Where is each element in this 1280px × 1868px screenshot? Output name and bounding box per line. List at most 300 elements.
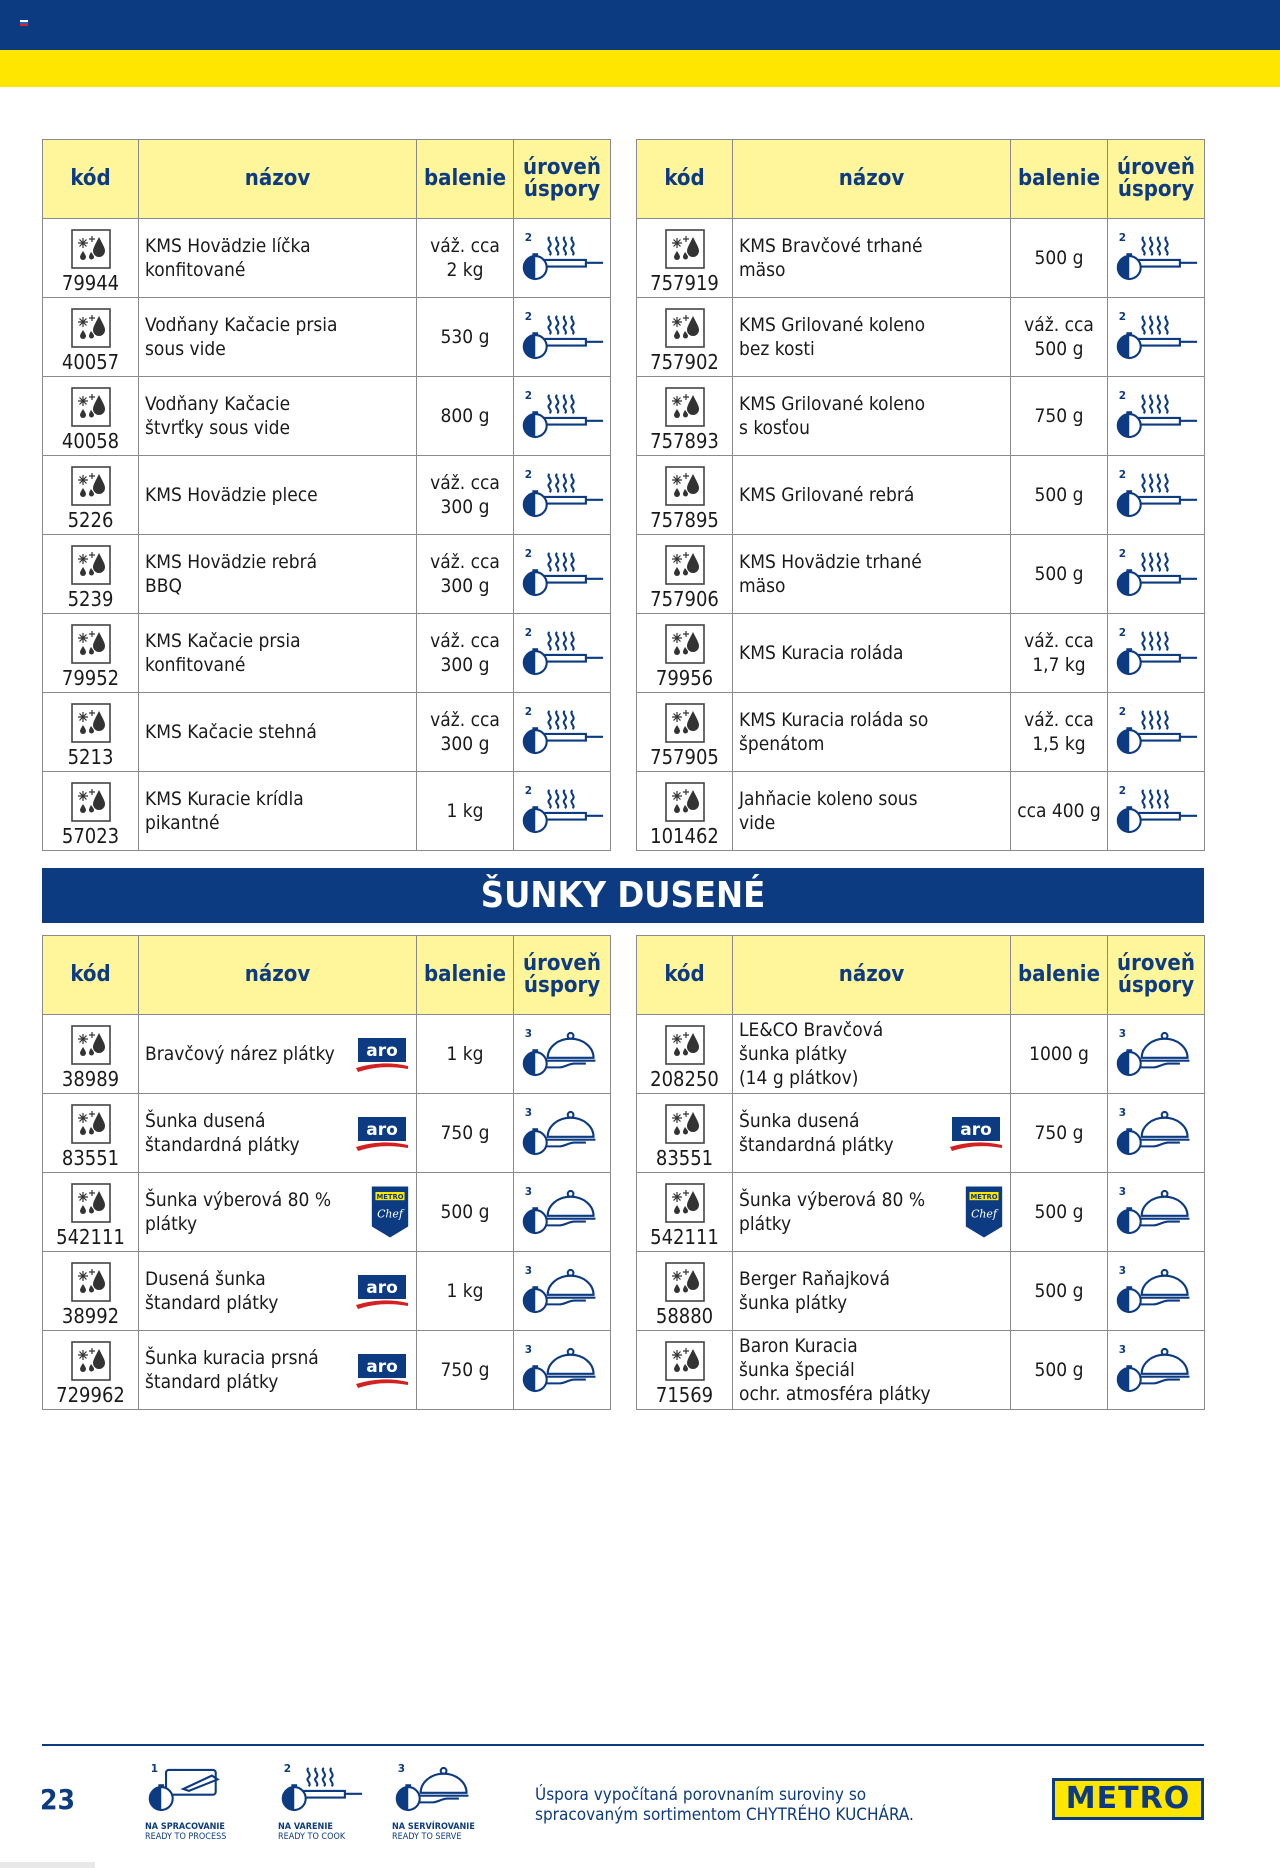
ready-to-cook-icon xyxy=(1113,229,1199,287)
table-row xyxy=(43,535,611,614)
footer-divider xyxy=(42,1744,1204,1746)
svg-text:2: 2 xyxy=(524,547,533,560)
product-pack: 1 kg xyxy=(417,1015,514,1094)
product-code-cell xyxy=(637,614,733,693)
product-name: KMS Bravčové trhané mäso xyxy=(739,235,923,281)
savings-level-cell xyxy=(1108,614,1205,693)
product-code-cell xyxy=(43,693,139,772)
header-code: kód xyxy=(43,936,139,1015)
chilled-icon xyxy=(665,387,705,427)
product-name-cell xyxy=(733,1252,1011,1331)
product-code-cell xyxy=(637,298,733,377)
product-table-2 xyxy=(636,139,1205,851)
ready-to-serve-icon xyxy=(1113,1183,1199,1241)
svg-text:2: 2 xyxy=(283,1762,292,1775)
savings-level-cell xyxy=(514,772,611,851)
product-name: Berger Raňajková šunka plátky xyxy=(739,1268,891,1314)
chilled-icon xyxy=(665,466,705,506)
legend-label: NA VARENIE xyxy=(278,1822,333,1832)
savings-level-cell xyxy=(1108,377,1205,456)
savings-level-cell xyxy=(1108,219,1205,298)
product-code-cell xyxy=(43,535,139,614)
product-name: KMS Kuracie krídla pikantné xyxy=(145,788,304,834)
product-code: 757902 xyxy=(650,350,719,374)
header-name: názov xyxy=(139,140,417,219)
svg-text:METRO: METRO xyxy=(376,1192,404,1201)
header-level: úroveň úspory xyxy=(514,140,611,219)
product-code: 79956 xyxy=(655,666,714,690)
header-level: úroveň úspory xyxy=(1108,140,1205,219)
product-code: 79944 xyxy=(61,271,120,295)
table-row xyxy=(43,614,611,693)
table-row xyxy=(43,1094,611,1173)
legend-sublabel: READY TO SERVE xyxy=(392,1832,462,1842)
chilled-icon xyxy=(665,624,705,664)
product-name: Vodňany Kačacie prsia sous vide xyxy=(145,314,338,360)
ready-to-serve-icon xyxy=(1113,1341,1199,1399)
product-name-cell xyxy=(139,1094,417,1173)
chilled-icon xyxy=(665,703,705,743)
product-code: 83551 xyxy=(61,1146,120,1170)
product-code: 5213 xyxy=(67,745,114,769)
product-code-cell xyxy=(637,219,733,298)
product-name-cell xyxy=(733,1331,1011,1410)
product-pack: cca 400 g xyxy=(1011,772,1108,851)
product-name-cell xyxy=(139,1331,417,1410)
product-name-cell xyxy=(733,1015,1011,1094)
product-pack: váž. cca 300 g xyxy=(417,535,514,614)
ready-to-cook-icon xyxy=(1113,545,1199,603)
product-pack: 750 g xyxy=(417,1094,514,1173)
product-pack: 500 g xyxy=(1011,1173,1108,1252)
ready-to-cook-icon xyxy=(519,782,605,840)
product-pack: 1 kg xyxy=(417,772,514,851)
savings-level-cell xyxy=(1108,693,1205,772)
svg-text:3: 3 xyxy=(524,1106,533,1119)
product-name: LE&CO Bravčová šunka plátky (14 g plátkov) xyxy=(739,1019,884,1089)
product-code: 757919 xyxy=(650,271,719,295)
ready-to-cook-icon xyxy=(519,229,605,287)
table-row xyxy=(43,693,611,772)
legend-label: NA SERVÍROVANIE xyxy=(392,1822,475,1832)
product-code-cell xyxy=(637,456,733,535)
chilled-icon xyxy=(71,545,111,585)
product-code-cell xyxy=(43,772,139,851)
product-pack: váž. cca 300 g xyxy=(417,456,514,535)
product-code: 40058 xyxy=(61,429,120,453)
chilled-icon xyxy=(665,545,705,585)
svg-text:2: 2 xyxy=(524,231,533,244)
svg-text:2: 2 xyxy=(524,626,533,639)
ready-to-cook-icon xyxy=(1113,466,1199,524)
product-name: Šunka výberová 80 % plátky xyxy=(145,1189,332,1235)
product-name: KMS Grilované rebrá xyxy=(739,484,915,506)
chilled-icon xyxy=(71,387,111,427)
svg-text:2: 2 xyxy=(1118,547,1127,560)
product-name-cell xyxy=(139,535,417,614)
chilled-icon xyxy=(71,1104,111,1144)
product-pack: 750 g xyxy=(1011,377,1108,456)
chilled-icon xyxy=(71,624,111,664)
svg-text:aro: aro xyxy=(366,1041,398,1061)
header-pack: balenie xyxy=(1011,140,1108,219)
ready-to-serve-icon xyxy=(519,1104,605,1162)
table-header-row xyxy=(637,140,1205,219)
product-name-cell xyxy=(733,772,1011,851)
ready-to-serve-icon xyxy=(1113,1262,1199,1320)
ready-to-cook-icon xyxy=(1113,624,1199,682)
product-code-cell xyxy=(43,1173,139,1252)
product-code-cell xyxy=(43,377,139,456)
product-name: Dusená šunka štandard plátky xyxy=(145,1268,279,1314)
chilled-icon xyxy=(71,1025,111,1065)
product-code: 542111 xyxy=(56,1225,125,1249)
product-name-cell xyxy=(139,298,417,377)
ready-to-cook-icon xyxy=(519,466,605,524)
svg-text:2: 2 xyxy=(524,784,533,797)
metro-chef-brand-logo xyxy=(964,1184,1004,1240)
product-code: 208250 xyxy=(650,1067,719,1091)
product-code-cell xyxy=(637,535,733,614)
product-name-cell xyxy=(139,377,417,456)
savings-level-cell xyxy=(514,1173,611,1252)
chilled-icon xyxy=(71,1183,111,1223)
product-pack: váž. cca 1,7 kg xyxy=(1011,614,1108,693)
svg-text:3: 3 xyxy=(397,1762,406,1775)
product-code-cell xyxy=(43,1331,139,1410)
yellow-banner xyxy=(0,50,1280,87)
ready-to-cook-icon xyxy=(519,308,605,366)
svg-text:2: 2 xyxy=(524,310,533,323)
savings-level-cell xyxy=(514,1015,611,1094)
svg-text:2: 2 xyxy=(1118,231,1127,244)
flag-icon xyxy=(20,20,28,26)
product-code: 79952 xyxy=(61,666,120,690)
product-code-cell xyxy=(43,1252,139,1331)
table-row xyxy=(43,219,611,298)
chilled-icon xyxy=(665,1025,705,1065)
ready-to-process-icon xyxy=(145,1760,231,1818)
table-row xyxy=(637,377,1205,456)
chilled-icon xyxy=(71,782,111,822)
svg-text:Chef: Chef xyxy=(377,1207,403,1221)
product-pack: 500 g xyxy=(1011,1331,1108,1410)
aro-brand-logo xyxy=(354,1350,410,1390)
table-header-row xyxy=(43,936,611,1015)
product-code: 757905 xyxy=(650,745,719,769)
header-name: názov xyxy=(733,936,1011,1015)
product-code: 58880 xyxy=(655,1304,714,1328)
header-name: názov xyxy=(139,936,417,1015)
product-code-cell xyxy=(43,456,139,535)
product-code: 83551 xyxy=(655,1146,714,1170)
product-pack: 500 g xyxy=(1011,1252,1108,1331)
svg-text:aro: aro xyxy=(366,1357,398,1377)
table-header-row xyxy=(43,140,611,219)
aro-brand-logo xyxy=(354,1034,410,1074)
header-pack: balenie xyxy=(417,140,514,219)
svg-text:2: 2 xyxy=(1118,389,1127,402)
header-pack: balenie xyxy=(1011,936,1108,1015)
product-name-cell xyxy=(139,1015,417,1094)
product-code: 71569 xyxy=(655,1383,714,1407)
product-code: 729962 xyxy=(56,1383,125,1407)
svg-text:2: 2 xyxy=(524,389,533,402)
product-code-cell xyxy=(637,1252,733,1331)
chilled-icon xyxy=(71,229,111,269)
product-code: 40057 xyxy=(61,350,120,374)
table-row xyxy=(637,1252,1205,1331)
product-code-cell xyxy=(43,614,139,693)
savings-level-cell xyxy=(514,614,611,693)
legend-cooking xyxy=(278,1760,364,1842)
savings-level-cell xyxy=(514,298,611,377)
product-pack: 500 g xyxy=(1011,535,1108,614)
product-code-cell xyxy=(637,1094,733,1173)
product-name-cell xyxy=(733,298,1011,377)
product-name: Šunka kuracia prsná štandard plátky xyxy=(145,1347,319,1393)
product-name-cell xyxy=(733,456,1011,535)
product-name-cell xyxy=(139,693,417,772)
table-header-row xyxy=(637,936,1205,1015)
metro-chef-brand-logo xyxy=(370,1184,410,1240)
product-code: 57023 xyxy=(61,824,120,848)
product-pack: 800 g xyxy=(417,377,514,456)
svg-text:2: 2 xyxy=(1118,310,1127,323)
table-row xyxy=(43,377,611,456)
savings-level-cell xyxy=(514,219,611,298)
product-name: KMS Grilované koleno bez kosti xyxy=(739,314,926,360)
product-pack: 500 g xyxy=(417,1173,514,1252)
product-pack: 500 g xyxy=(1011,219,1108,298)
savings-level-cell xyxy=(1108,1173,1205,1252)
table-row xyxy=(637,693,1205,772)
ready-to-cook-icon xyxy=(519,387,605,445)
savings-level-cell xyxy=(514,1094,611,1173)
svg-text:2: 2 xyxy=(1118,468,1127,481)
product-name: KMS Hovädzie líčka konfitované xyxy=(145,235,311,281)
svg-text:2: 2 xyxy=(1118,784,1127,797)
chilled-icon xyxy=(71,308,111,348)
savings-level-cell xyxy=(1108,772,1205,851)
product-name: Šunka dusená štandardná plátky xyxy=(145,1110,300,1156)
table-row xyxy=(637,456,1205,535)
legend-serving xyxy=(392,1760,478,1842)
savings-level-cell xyxy=(1108,1094,1205,1173)
product-name: KMS Hovädzie rebrá BBQ xyxy=(145,551,318,597)
table-row xyxy=(637,1331,1205,1410)
page-number: 23 xyxy=(40,1783,76,1816)
top-banner xyxy=(0,0,1280,50)
product-pack: 1000 g xyxy=(1011,1015,1108,1094)
savings-level-cell xyxy=(514,535,611,614)
bottom-strip xyxy=(0,1862,95,1868)
product-name-cell xyxy=(733,535,1011,614)
header-pack: balenie xyxy=(417,936,514,1015)
product-pack: váž. cca 500 g xyxy=(1011,298,1108,377)
table-row xyxy=(637,772,1205,851)
product-name-cell xyxy=(733,1173,1011,1252)
table-row xyxy=(637,1173,1205,1252)
product-name: Šunka výberová 80 % plátky xyxy=(739,1189,926,1235)
savings-level-cell xyxy=(514,693,611,772)
savings-level-cell xyxy=(1108,298,1205,377)
product-name-cell xyxy=(139,219,417,298)
product-name: KMS Hovädzie trhané mäso xyxy=(739,551,922,597)
svg-text:aro: aro xyxy=(960,1120,992,1140)
chilled-icon xyxy=(665,1104,705,1144)
header-name: názov xyxy=(733,140,1011,219)
product-pack: 750 g xyxy=(1011,1094,1108,1173)
ready-to-serve-icon xyxy=(1113,1104,1199,1162)
chilled-icon xyxy=(71,1341,111,1381)
product-name-cell xyxy=(139,614,417,693)
svg-text:aro: aro xyxy=(366,1120,398,1140)
product-code: 5239 xyxy=(67,587,114,611)
product-pack: váž. cca 1,5 kg xyxy=(1011,693,1108,772)
chilled-icon xyxy=(71,703,111,743)
chilled-icon xyxy=(665,229,705,269)
legend-processing xyxy=(145,1760,231,1842)
table-row xyxy=(43,1015,611,1094)
product-code: 757893 xyxy=(650,429,719,453)
product-code: 5226 xyxy=(67,508,114,532)
svg-text:3: 3 xyxy=(1118,1185,1127,1198)
product-table-4 xyxy=(636,935,1205,1410)
table-row xyxy=(43,456,611,535)
ready-to-serve-icon xyxy=(1113,1025,1199,1083)
legend-sublabel: READY TO COOK xyxy=(278,1832,346,1842)
ready-to-cook-icon xyxy=(519,624,605,682)
savings-level-cell xyxy=(514,1252,611,1331)
savings-level-cell xyxy=(1108,1331,1205,1410)
product-code: 38992 xyxy=(61,1304,120,1328)
header-level: úroveň úspory xyxy=(514,936,611,1015)
product-code: 757895 xyxy=(650,508,719,532)
header-level: úroveň úspory xyxy=(1108,936,1205,1015)
product-code-cell xyxy=(637,377,733,456)
section-title: ŠUNKY DUSENÉ xyxy=(42,868,1204,923)
table-row xyxy=(43,1252,611,1331)
ready-to-cook-icon xyxy=(1113,387,1199,445)
chilled-icon xyxy=(71,466,111,506)
aro-brand-logo xyxy=(948,1113,1004,1153)
svg-text:3: 3 xyxy=(524,1264,533,1277)
product-name-cell xyxy=(733,1094,1011,1173)
ready-to-cook-icon xyxy=(519,545,605,603)
chilled-icon xyxy=(665,308,705,348)
header-code: kód xyxy=(637,140,733,219)
product-pack: 500 g xyxy=(1011,456,1108,535)
header-code: kód xyxy=(637,936,733,1015)
chilled-icon xyxy=(665,782,705,822)
svg-text:2: 2 xyxy=(524,705,533,718)
product-name-cell xyxy=(733,219,1011,298)
product-name: KMS Hovädzie plece xyxy=(145,484,318,506)
savings-level-cell xyxy=(514,456,611,535)
ready-to-cook-icon xyxy=(519,703,605,761)
product-name: KMS Kuracia roláda so špenátom xyxy=(739,709,929,755)
savings-level-cell xyxy=(1108,1015,1205,1094)
product-code-cell xyxy=(43,219,139,298)
ready-to-serve-icon xyxy=(519,1341,605,1399)
product-pack: 530 g xyxy=(417,298,514,377)
svg-text:METRO: METRO xyxy=(970,1192,998,1201)
svg-text:3: 3 xyxy=(1118,1027,1127,1040)
product-table-3 xyxy=(42,935,611,1410)
svg-text:aro: aro xyxy=(366,1278,398,1298)
product-name-cell xyxy=(139,772,417,851)
product-code-cell xyxy=(43,298,139,377)
svg-text:2: 2 xyxy=(1118,705,1127,718)
table-row xyxy=(637,614,1205,693)
savings-level-cell xyxy=(1108,535,1205,614)
chilled-icon xyxy=(665,1341,705,1381)
table-row xyxy=(637,1015,1205,1094)
table-row xyxy=(637,1094,1205,1173)
ready-to-serve-icon xyxy=(519,1025,605,1083)
svg-text:3: 3 xyxy=(1118,1264,1127,1277)
chilled-icon xyxy=(665,1262,705,1302)
savings-level-cell xyxy=(514,1331,611,1410)
savings-level-cell xyxy=(514,377,611,456)
svg-text:3: 3 xyxy=(524,1185,533,1198)
aro-brand-logo xyxy=(354,1271,410,1311)
product-name: Šunka dusená štandardná plátky xyxy=(739,1110,894,1156)
product-table-1 xyxy=(42,139,611,851)
svg-text:3: 3 xyxy=(524,1027,533,1040)
ready-to-cook-icon xyxy=(278,1760,364,1818)
product-code: 101462 xyxy=(650,824,719,848)
product-name: KMS Kuracia roláda xyxy=(739,642,904,664)
product-name: KMS Grilované koleno s kosťou xyxy=(739,393,926,439)
product-pack: váž. cca 2 kg xyxy=(417,219,514,298)
metro-logo: METRO xyxy=(1052,1778,1204,1820)
product-name: Bravčový nárez plátky xyxy=(145,1043,335,1065)
product-name-cell xyxy=(733,377,1011,456)
table-row xyxy=(637,298,1205,377)
svg-text:Chef: Chef xyxy=(971,1207,997,1221)
ready-to-serve-icon xyxy=(519,1183,605,1241)
svg-text:1: 1 xyxy=(150,1762,159,1775)
savings-level-cell xyxy=(1108,1252,1205,1331)
table-row xyxy=(43,1331,611,1410)
table-row xyxy=(637,535,1205,614)
product-pack: váž. cca 300 g xyxy=(417,614,514,693)
ready-to-cook-icon xyxy=(1113,308,1199,366)
product-name-cell xyxy=(733,693,1011,772)
chilled-icon xyxy=(71,1262,111,1302)
product-name: KMS Kačacie stehná xyxy=(145,721,317,743)
product-name: Jahňacie koleno sous vide xyxy=(739,788,918,834)
product-pack: váž. cca 300 g xyxy=(417,693,514,772)
product-code: 757906 xyxy=(650,587,719,611)
aro-brand-logo xyxy=(354,1113,410,1153)
svg-text:3: 3 xyxy=(524,1343,533,1356)
product-code-cell xyxy=(43,1094,139,1173)
product-name-cell xyxy=(139,456,417,535)
product-name: Vodňany Kačacie štvrťky sous vide xyxy=(145,393,291,439)
table-row xyxy=(43,298,611,377)
product-code: 38989 xyxy=(61,1067,120,1091)
product-code: 542111 xyxy=(650,1225,719,1249)
product-name-cell xyxy=(733,614,1011,693)
product-code-cell xyxy=(637,693,733,772)
ready-to-serve-icon xyxy=(519,1262,605,1320)
product-code-cell xyxy=(637,772,733,851)
ready-to-cook-icon xyxy=(1113,703,1199,761)
ready-to-cook-icon xyxy=(1113,782,1199,840)
